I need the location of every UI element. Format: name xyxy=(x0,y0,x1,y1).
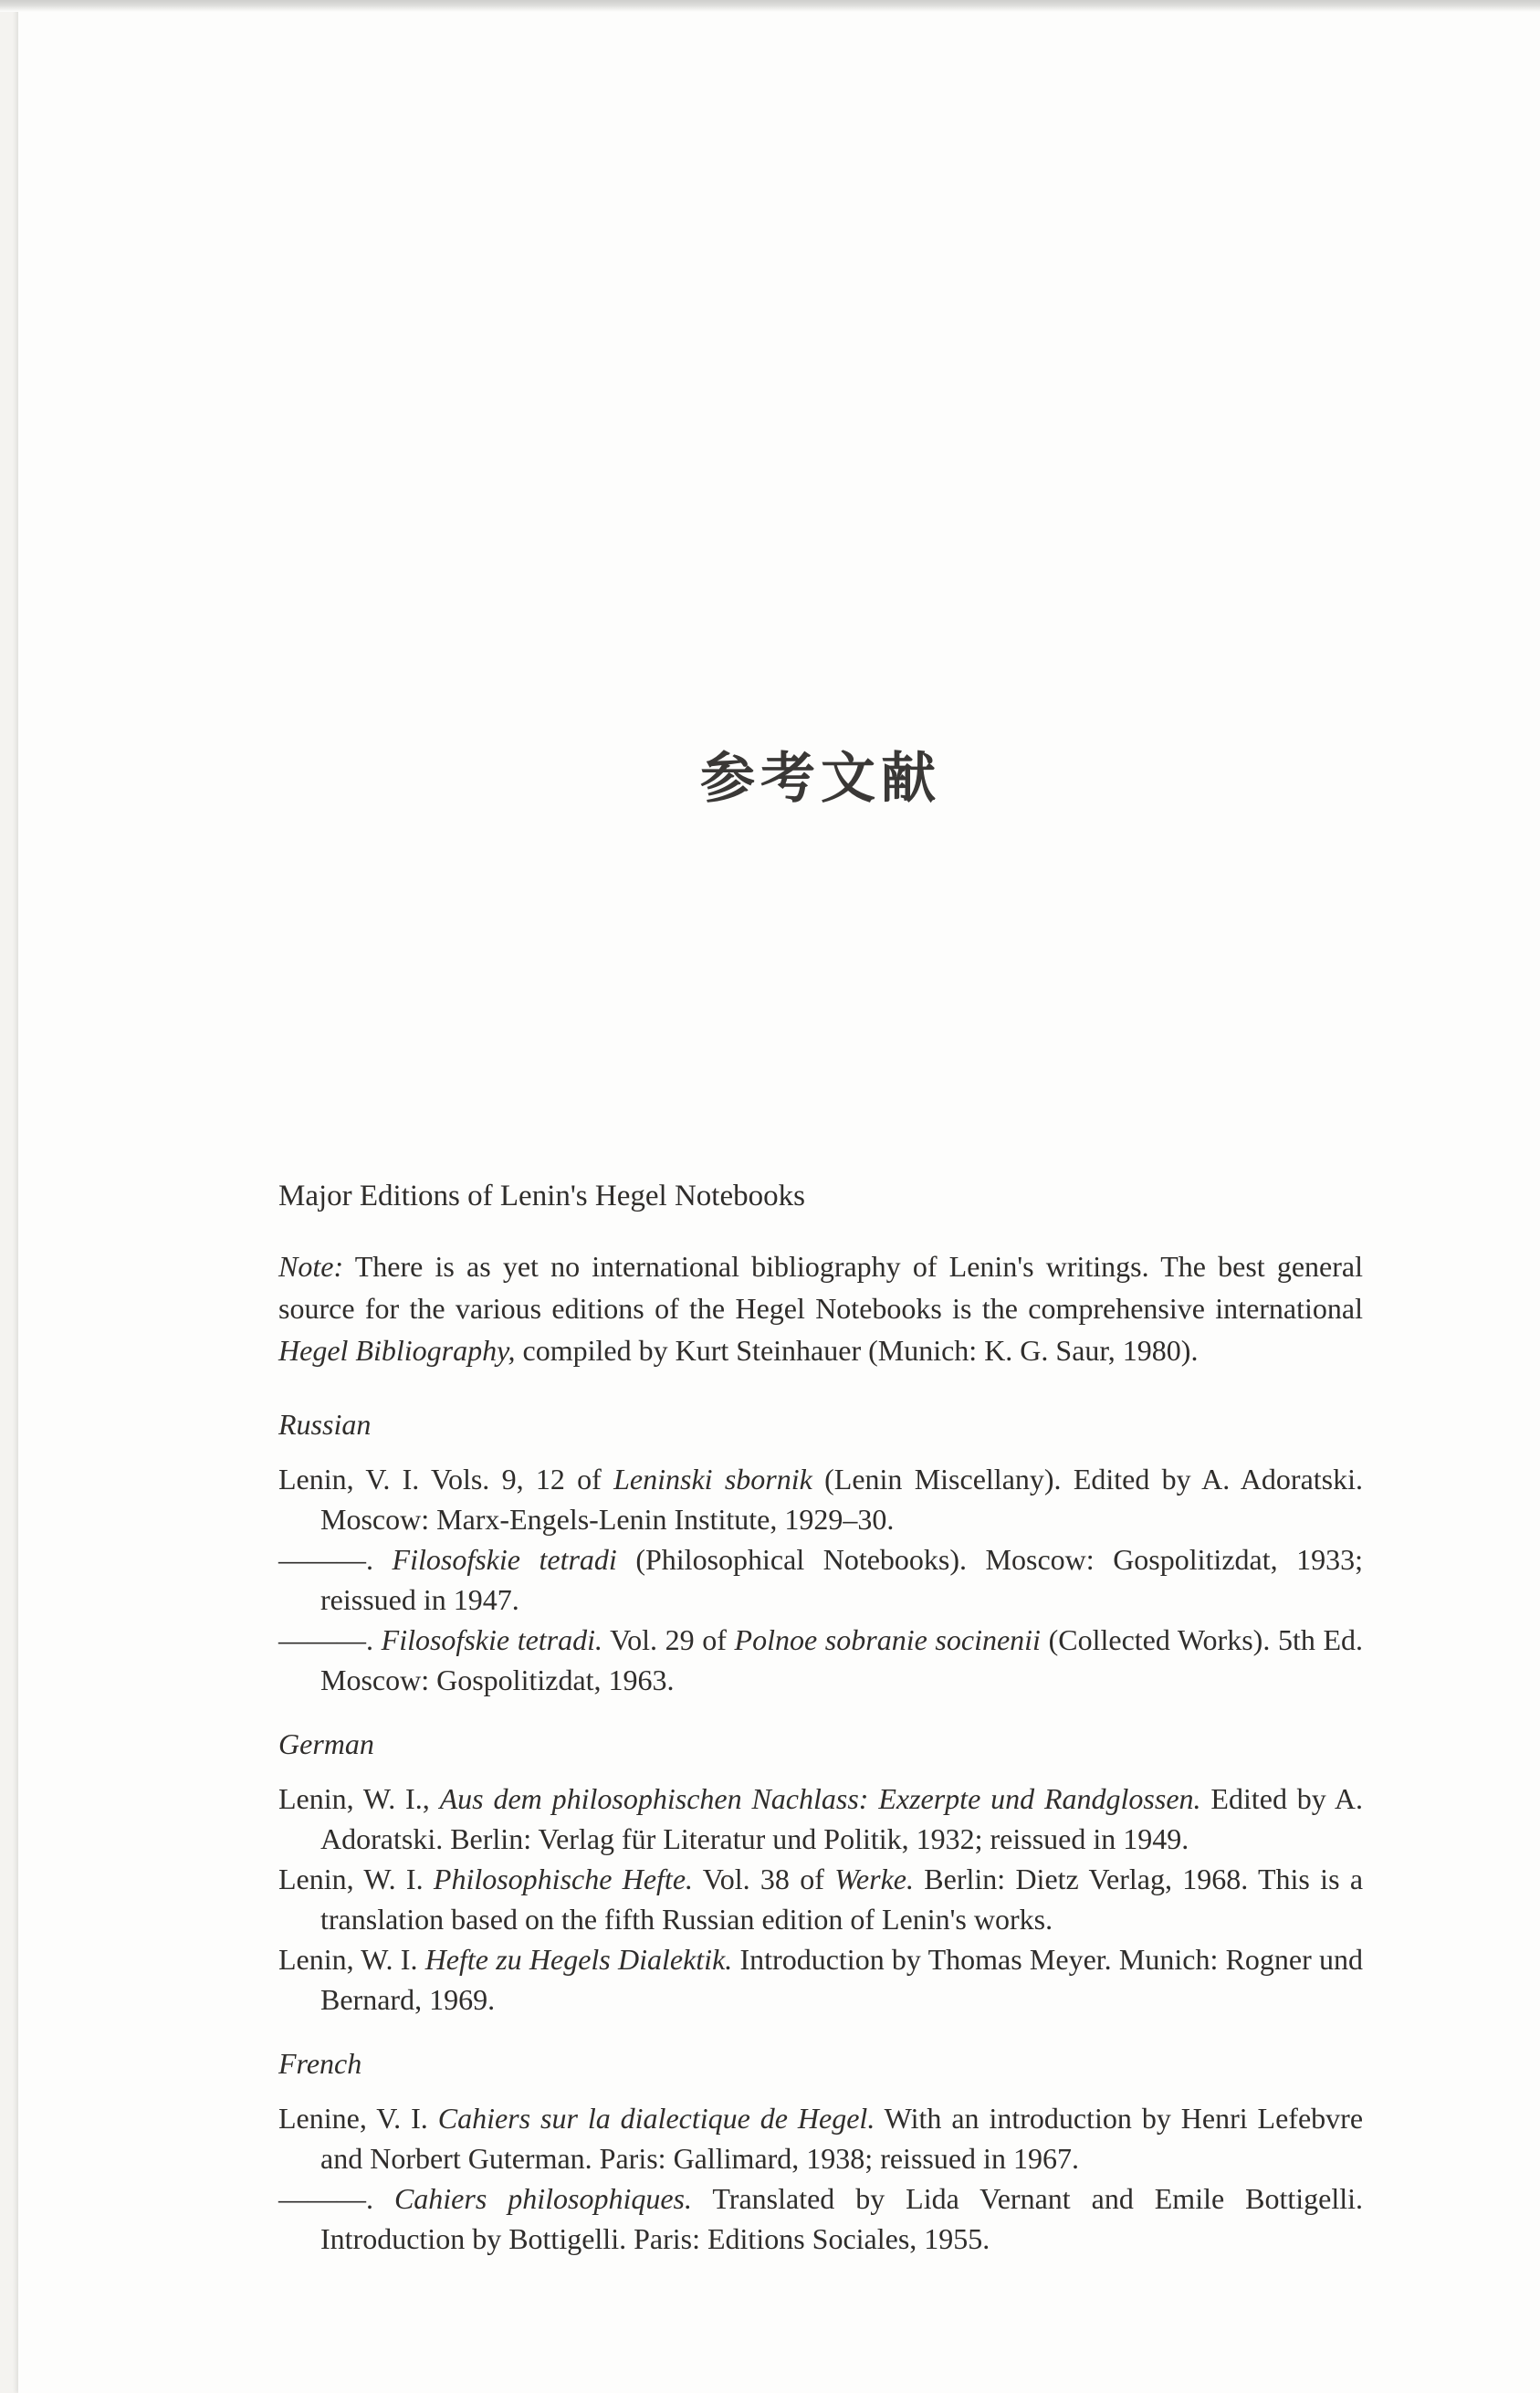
text-segment: Introduction by Thomas Meyer. Munich: Rogner und Bernard, 1969. xyxy=(320,1943,1364,2016)
text-segment: ———. xyxy=(278,1543,393,1576)
language-heading-russian: Russian xyxy=(278,1408,372,1441)
italic-text-segment: Filosofskie tetradi xyxy=(392,1543,617,1576)
bib-entry xyxy=(278,2098,1363,2178)
text-segment: Lenin, W. I. xyxy=(278,1863,434,1895)
entry-list-russian xyxy=(278,1459,1363,1700)
italic-text-segment: Note: xyxy=(278,1250,344,1283)
italic-text-segment: Werke. xyxy=(834,1863,914,1895)
text-segment: Vol. 38 of xyxy=(693,1863,835,1895)
scan-edge-top xyxy=(0,0,1540,12)
text-segment: ———. xyxy=(278,2182,394,2215)
text-segment: Vol. 29 of xyxy=(602,1623,735,1656)
bib-entry xyxy=(278,1539,1363,1620)
text-segment: Lenin, W. I. xyxy=(278,1943,425,1976)
note-paragraph xyxy=(278,1245,1363,1371)
page-title-cjk: 参考文献 xyxy=(700,747,941,811)
text-segment: (Philosophical Notebooks). Moscow: Gospolitizdat, 1933; reissued in 1947. xyxy=(320,1543,1364,1616)
text-segment: compiled by Kurt Steinhauer (Munich: K. G. Saur, 1980). xyxy=(515,1334,1199,1367)
language-heading-french: French xyxy=(278,2047,362,2080)
bibliography-heading: Major Editions of Lenin's Hegel Notebooks xyxy=(278,1180,805,1212)
bib-entry xyxy=(278,1859,1363,1939)
language-heading-german: German xyxy=(278,1727,374,1760)
text-segment: Lenin, V. I. Vols. 9, 12 of xyxy=(278,1463,614,1496)
italic-text-segment: Hegel Bibliography, xyxy=(278,1334,516,1367)
text-segment: (Collected Works). 5th Ed. Moscow: Gospolitizdat, 1963. xyxy=(320,1623,1364,1696)
italic-text-segment: Leninski sbornik xyxy=(613,1463,812,1496)
text-segment: Edited by A. Adoratski. Berlin: Verlag für Literatur und Politik, 1932; reissued in 1949. xyxy=(320,1782,1364,1855)
bib-entry xyxy=(278,1620,1363,1700)
italic-text-segment: Philosophische Hefte. xyxy=(433,1863,694,1895)
text-segment: With an introduction by Henri Lefebvre and Norbert Guterman. Paris: Gallimard, 1938; reissued in 1967. xyxy=(320,2102,1364,2175)
bib-entry xyxy=(278,1459,1363,1539)
entry-list-german xyxy=(278,1779,1363,2020)
text-segment: Lenine, V. I. xyxy=(278,2102,438,2135)
bib-entry xyxy=(278,2178,1363,2259)
bib-entry xyxy=(278,1939,1363,2020)
text-segment: (Lenin Miscellany). Edited by A. Adoratski. Moscow: Marx-Engels-Lenin Institute, 1929–30. xyxy=(320,1463,1364,1536)
text-segment: Translated by Lida Vernant and Emile Bottigelli. Introduction by Bottigelli. Paris: Editions Sociales, 1955. xyxy=(320,2182,1363,2255)
text-segment: Berlin: Dietz Verlag, 1968. This is a translation based on the fifth Russian edition of Lenin's works. xyxy=(320,1863,1364,1936)
text-segment: Lenin, W. I., xyxy=(278,1782,440,1815)
italic-text-segment: Cahiers sur la dialectique de Hegel. xyxy=(437,2102,875,2135)
italic-text-segment: Polnoe sobranie socinenii xyxy=(734,1623,1041,1656)
scanned-book-page xyxy=(18,0,1540,2393)
text-segment: There is as yet no international bibliography of Lenin's writings. The best general source for the various editions of the Hegel Notebooks is the comprehensive international xyxy=(278,1250,1363,1325)
text-segment: ———. xyxy=(278,1623,382,1656)
bibliography-sections xyxy=(278,1404,1363,2259)
bibliography-text-block xyxy=(278,1176,1363,2259)
italic-text-segment: Aus dem philosophischen Nachlass: Exzerpte und Randglossen. xyxy=(439,1782,1201,1815)
italic-text-segment: Filosofskie tetradi. xyxy=(381,1623,603,1656)
italic-text-segment: Hefte zu Hegels Dialektik. xyxy=(424,1943,733,1976)
bib-entry xyxy=(278,1779,1363,1859)
entry-list-french xyxy=(278,2098,1363,2259)
italic-text-segment: Cahiers philosophiques. xyxy=(393,2182,692,2215)
